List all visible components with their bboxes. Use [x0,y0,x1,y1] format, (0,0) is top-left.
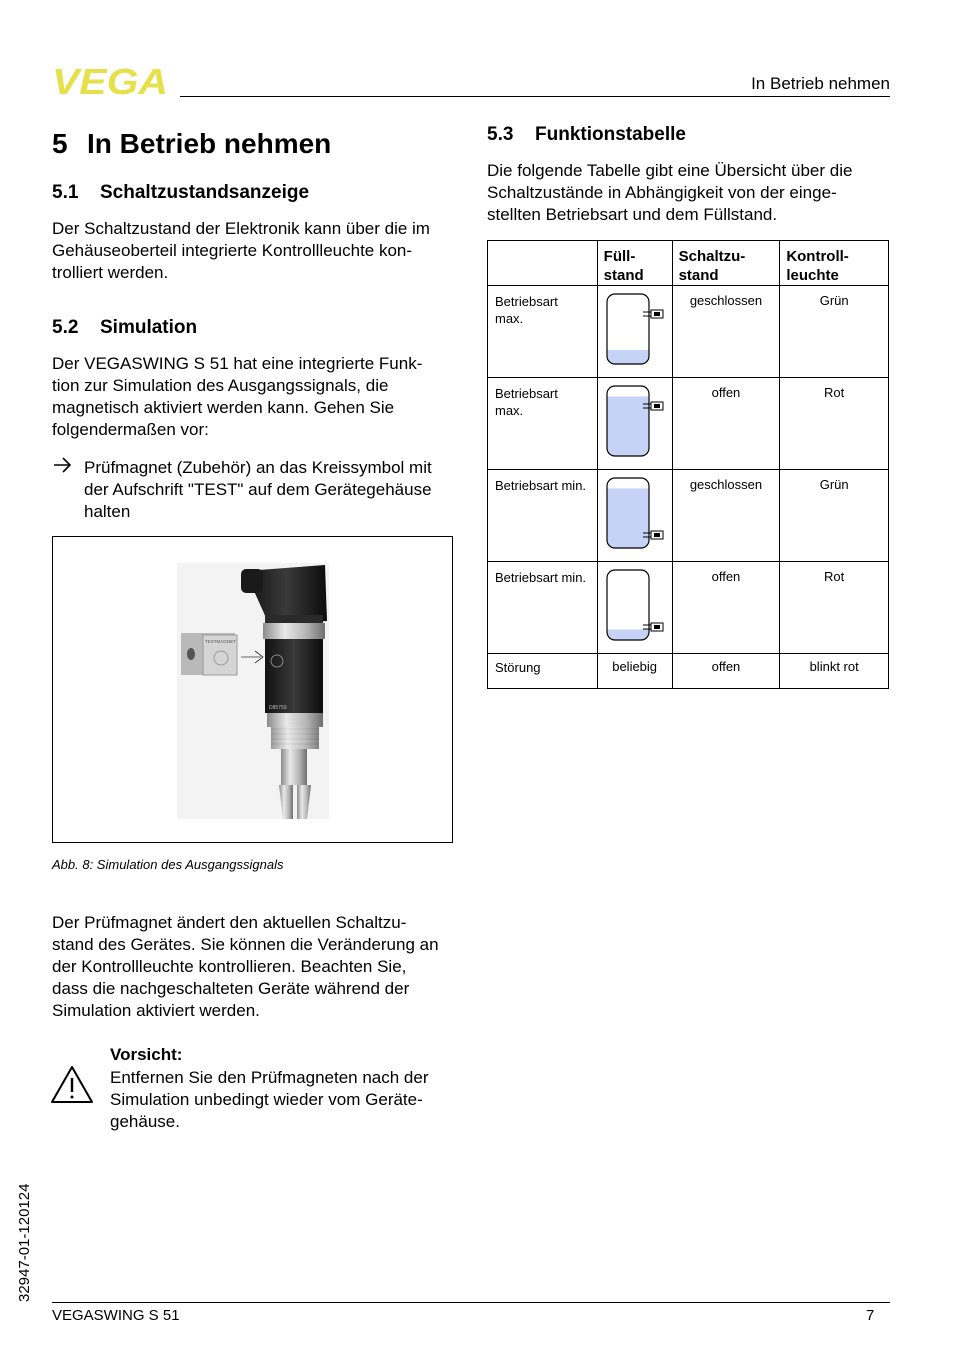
header-section-title: In Betrieb nehmen [751,74,890,93]
table-row [488,654,889,689]
section-5-1-heading: 5.1 Schaltzustandsanzeige [52,182,310,203]
table-row [488,470,889,562]
fill-cell [597,562,672,654]
figure-frame [52,536,453,843]
section-5-3-text: Die folgende Tabelle gibt eine Übersicht über die Schaltzustände in Abhängigkeit von der einge- stellten Betriebsart und dem Füllstand. [487,161,853,224]
fill-cell: beliebig [597,654,672,689]
magnet-on-sensor-illustration [177,563,329,819]
state-cell: offen [672,562,780,654]
fill-cell [597,470,672,562]
fill-cell [597,286,672,378]
function-table [487,240,889,689]
lamp-cell: Grün [780,470,889,562]
state-cell: geschlossen [672,470,780,562]
vega-logo [52,64,170,98]
tank-icon [605,384,665,460]
chapter-title: 5 In Betrieb nehmen [52,128,332,159]
svg-text:TESTMAGNET: TESTMAGNET [205,639,236,644]
table-row [488,286,889,378]
table-header-state: Schaltzu- stand [672,241,780,286]
table-header-empty [488,241,598,286]
state-cell: offen [672,378,780,470]
table-header-row [488,241,889,286]
step-arrow-icon [52,455,74,475]
fill-level [607,350,649,364]
warning-title: Vorsicht: [110,1045,183,1064]
mode-cell: Betriebsart min. [488,562,598,654]
section-5-2-step: Prüfmagnet (Zubehör) an das Kreissymbol mit der Aufschrift "TEST" auf dem Gerätegehäuse halten [84,458,432,521]
fill-level [607,489,649,549]
table-header-lamp: Kontroll- leuchte [780,241,889,286]
tank-icon [605,292,665,368]
sensor-icon [643,310,663,318]
header-rule [180,96,890,97]
svg-text:VEGA: VEGA [52,64,168,98]
lamp-cell: Rot [780,562,889,654]
lamp-cell: blinkt rot [780,654,889,689]
section-5-2-after-text: Der Prüfmagnet ändert den aktuellen Schaltzu- stand des Gerätes. Sie können die Veränderung an der Kontrollleuchte kontrollieren. Beachten Sie, dass die nachgeschalteten Geräte während der Simulation aktiviert werden. [52,913,439,1020]
mode-cell: Betriebsart min. [488,470,598,562]
fill-cell [597,378,672,470]
section-5-2-text: Der VEGASWING S 51 hat eine integrierte Funk- tion zur Simulation des Ausgangssignals, die magnetisch aktiviert werden kann. Gehen Sie folgendermaßen vor: [52,354,423,439]
mode-cell: Betriebsart max. [488,286,598,378]
svg-text:D85759: D85759 [269,705,287,711]
table-header-fill: Füll- stand [597,241,672,286]
footer-rule [52,1302,890,1303]
mode-cell: Störung [488,654,598,689]
document-number: 32947-01-120124 [16,1183,33,1302]
section-5-1-text: Der Schaltzustand der Elektronik kann über die im Gehäuseoberteil integrierte Kontrollleuchte kon- trolliert werden. [52,219,430,282]
lamp-cell: Grün [780,286,889,378]
tank-icon [605,568,665,644]
state-cell: offen [672,654,780,689]
footer-product: VEGASWING S 51 [52,1307,180,1324]
footer-page-number: 7 [866,1307,875,1324]
table-row [488,562,889,654]
fill-level [607,630,649,641]
warning-triangle-icon [50,1064,94,1104]
table-row [488,378,889,470]
tank-icon [605,476,665,552]
section-5-2-heading: 5.2 Simulation [52,317,198,338]
state-cell: geschlossen [672,286,780,378]
lamp-cell: Rot [780,378,889,470]
mode-cell: Betriebsart max. [488,378,598,470]
fill-level [607,397,649,457]
warning-text: Entfernen Sie den Prüfmagneten nach der Simulation unbedingt wieder vom Geräte- gehäuse. [110,1068,429,1131]
section-5-3-heading: 5.3 Funktionstabelle [487,124,686,145]
figure-caption: Abb. 8: Simulation des Ausgangssignals [52,857,284,872]
